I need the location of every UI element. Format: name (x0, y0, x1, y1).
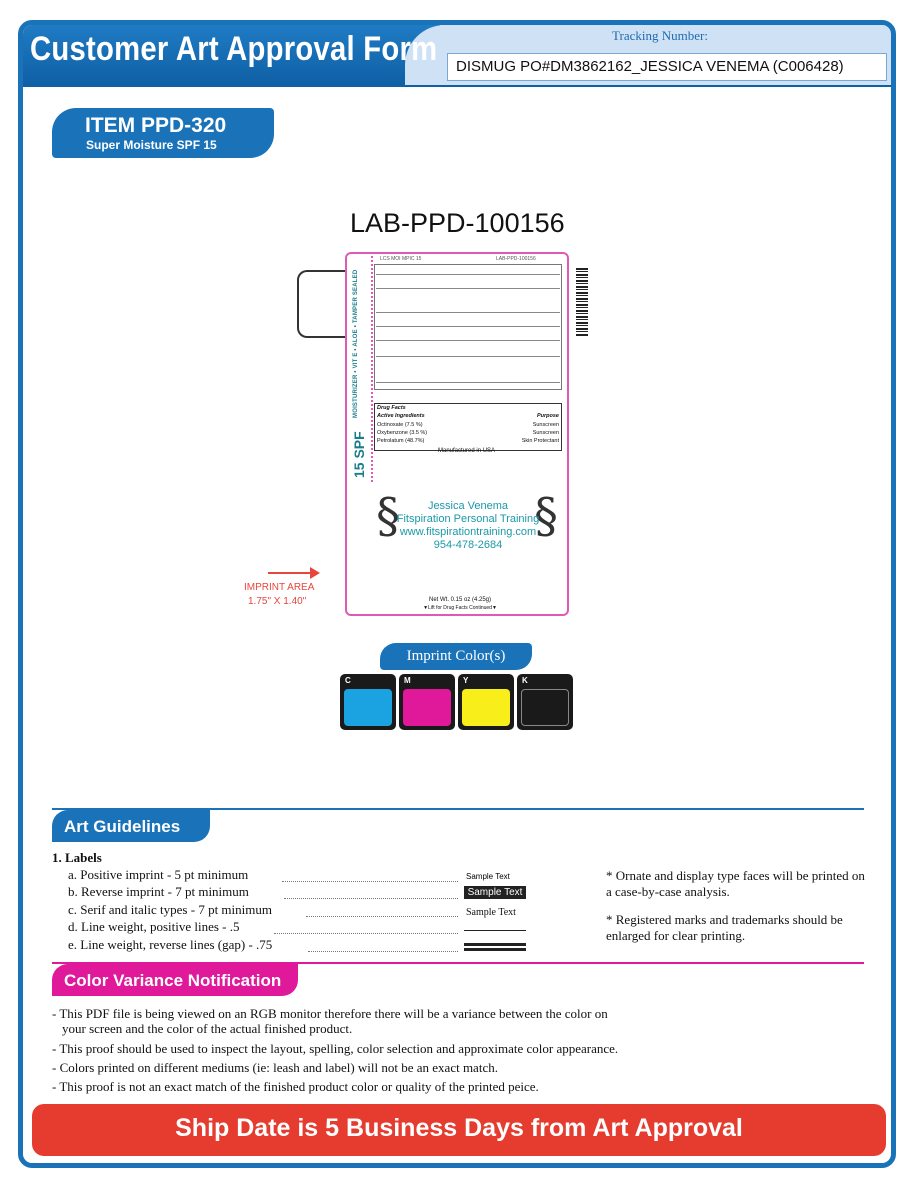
active-header: Active Ingredients (377, 413, 425, 419)
fine-rule (376, 356, 560, 357)
variance-title: Color Variance Notification (64, 971, 282, 990)
guideline-line: b. Reverse imprint - 7 pt minimum (68, 884, 249, 899)
swatch-letter: M (404, 676, 411, 685)
swatch-fill (462, 689, 510, 726)
swatch-yellow (458, 674, 514, 730)
variance-line: - This proof is not an exact match of the finished product color or quality of the printed peice. (52, 1079, 539, 1094)
swatch-black (517, 674, 573, 730)
made-in-text: Manufactured in USA (438, 448, 496, 454)
leader-dots (284, 897, 458, 899)
ship-date-text: Ship Date is 5 Business Days from Art Approval (175, 1114, 743, 1142)
fine-rule (376, 288, 560, 289)
item-title: ITEM PPD-320 (85, 114, 227, 137)
customer-website: www.fitspirationtraining.com (399, 526, 537, 538)
swatch-cyan (340, 674, 396, 730)
tracking-value: DISMUG PO#DM3862162_JESSICA VENEMA (C006428) (456, 58, 844, 75)
ingredient-row (377, 430, 559, 436)
imprint-colors-title: Imprint Color(s) (406, 648, 506, 664)
swatch-fill (403, 689, 451, 726)
ingredient-name: Octinoxate (7.5 %) (377, 422, 423, 428)
scroll-ornament-right-icon: § (534, 488, 558, 544)
guideline-note: * Registered marks and trademarks should be enlarged for clear printing. (606, 912, 843, 943)
guideline-line: a. Positive imprint - 5 pt minimum (68, 867, 249, 882)
fine-rule (376, 326, 560, 327)
swatch-fill (344, 689, 392, 726)
leader-dots (274, 932, 458, 934)
fine-rule (376, 340, 560, 341)
fine-rule (376, 274, 560, 275)
barcode-icon (576, 268, 588, 336)
sample-positive: Sample Text (466, 872, 510, 881)
swatch-letter: K (522, 676, 528, 685)
imprint-arrow (268, 572, 312, 574)
line-weight-reverse-bottom (464, 948, 526, 951)
fine-rule (376, 312, 560, 313)
ingredient-row (377, 422, 559, 428)
scroll-ornament-left-icon: § (376, 488, 400, 544)
swatch-fill (521, 689, 569, 726)
tracking-label: Tracking Number: (612, 28, 708, 43)
swatch-magenta (399, 674, 455, 730)
leader-dots (282, 880, 458, 882)
swatch-letter: C (345, 676, 351, 685)
customer-company: Fitspiration Personal Training (396, 513, 540, 525)
ingredient-name: Petrolatum (48.7%) (377, 438, 425, 444)
leader-dots (306, 915, 458, 917)
imprint-area-label: IMPRINT AREA (244, 582, 315, 593)
guideline-note: * Ornate and display type faces will be printed on a case-by-case analysis. (606, 868, 865, 899)
label-code-left: LCS MOI MPIC 15 (380, 256, 422, 262)
lift-text: ▼Lift for Drug Facts Continued▼ (423, 605, 497, 611)
spf-text: 15 SPF (351, 431, 367, 478)
variance-line: - This proof should be used to inspect the layout, spelling, color selection and approximate color appearance. (52, 1041, 619, 1056)
net-weight: Net Wt. 0.15 oz (4.25g) (428, 597, 492, 603)
ingredient-purpose: Skin Protectant (521, 438, 559, 444)
variance-line: - Colors printed on different mediums (ie: leash and label) will not be an exact match. (52, 1060, 498, 1075)
customer-phone: 954-478-2684 (433, 539, 503, 551)
customer-name: Jessica Venema (427, 500, 509, 512)
drug-facts-header-row (377, 413, 559, 419)
line-weight-positive (464, 930, 526, 931)
line-weight-reverse-top (464, 943, 526, 946)
swatch-letter: Y (463, 676, 469, 685)
arrow-right-icon (310, 567, 320, 579)
drug-facts-continued-block (374, 264, 562, 390)
ingredient-purpose: Sunscreen (532, 422, 559, 428)
ingredient-name: Oxybenzone (3.5 %) (377, 430, 428, 436)
form-title: Customer Art Approval Form (30, 30, 438, 68)
guidelines-title: Art Guidelines (64, 817, 181, 836)
drug-facts-title: Drug Facts (377, 405, 406, 411)
guideline-line: d. Line weight, positive lines - .5 (68, 919, 240, 934)
label-vertical-text: MOISTURIZER • VIT E • ALOE • TAMPER SEALED (353, 269, 359, 418)
guideline-line: c. Serif and italic types - 7 pt minimum (68, 902, 272, 917)
sample-serif: Sample Text (466, 907, 516, 918)
guideline-line: e. Line weight, reverse lines (gap) - .75 (68, 937, 273, 952)
imprint-area-size: 1.75" X 1.40" (248, 596, 307, 607)
label-code-right: LAB-PPD-100156 (496, 256, 536, 262)
hanger-outline (297, 270, 347, 338)
guidelines-heading: 1. Labels (52, 850, 102, 865)
drug-facts-box (374, 403, 562, 451)
item-subtitle: Super Moisture SPF 15 (86, 138, 217, 152)
lab-number: LAB-PPD-100156 (350, 208, 565, 238)
leader-dots (308, 950, 458, 952)
sample-reverse: Sample Text (464, 886, 526, 899)
variance-line: your screen and the color of the actual finished product. (62, 1021, 353, 1036)
ingredient-row (377, 438, 559, 444)
ingredient-purpose: Sunscreen (532, 430, 559, 436)
fine-rule (376, 382, 560, 383)
variance-line: - This PDF file is being viewed on an RGB monitor therefore there will be a variance between the color on (52, 1006, 608, 1021)
purpose-header: Purpose (536, 413, 559, 419)
